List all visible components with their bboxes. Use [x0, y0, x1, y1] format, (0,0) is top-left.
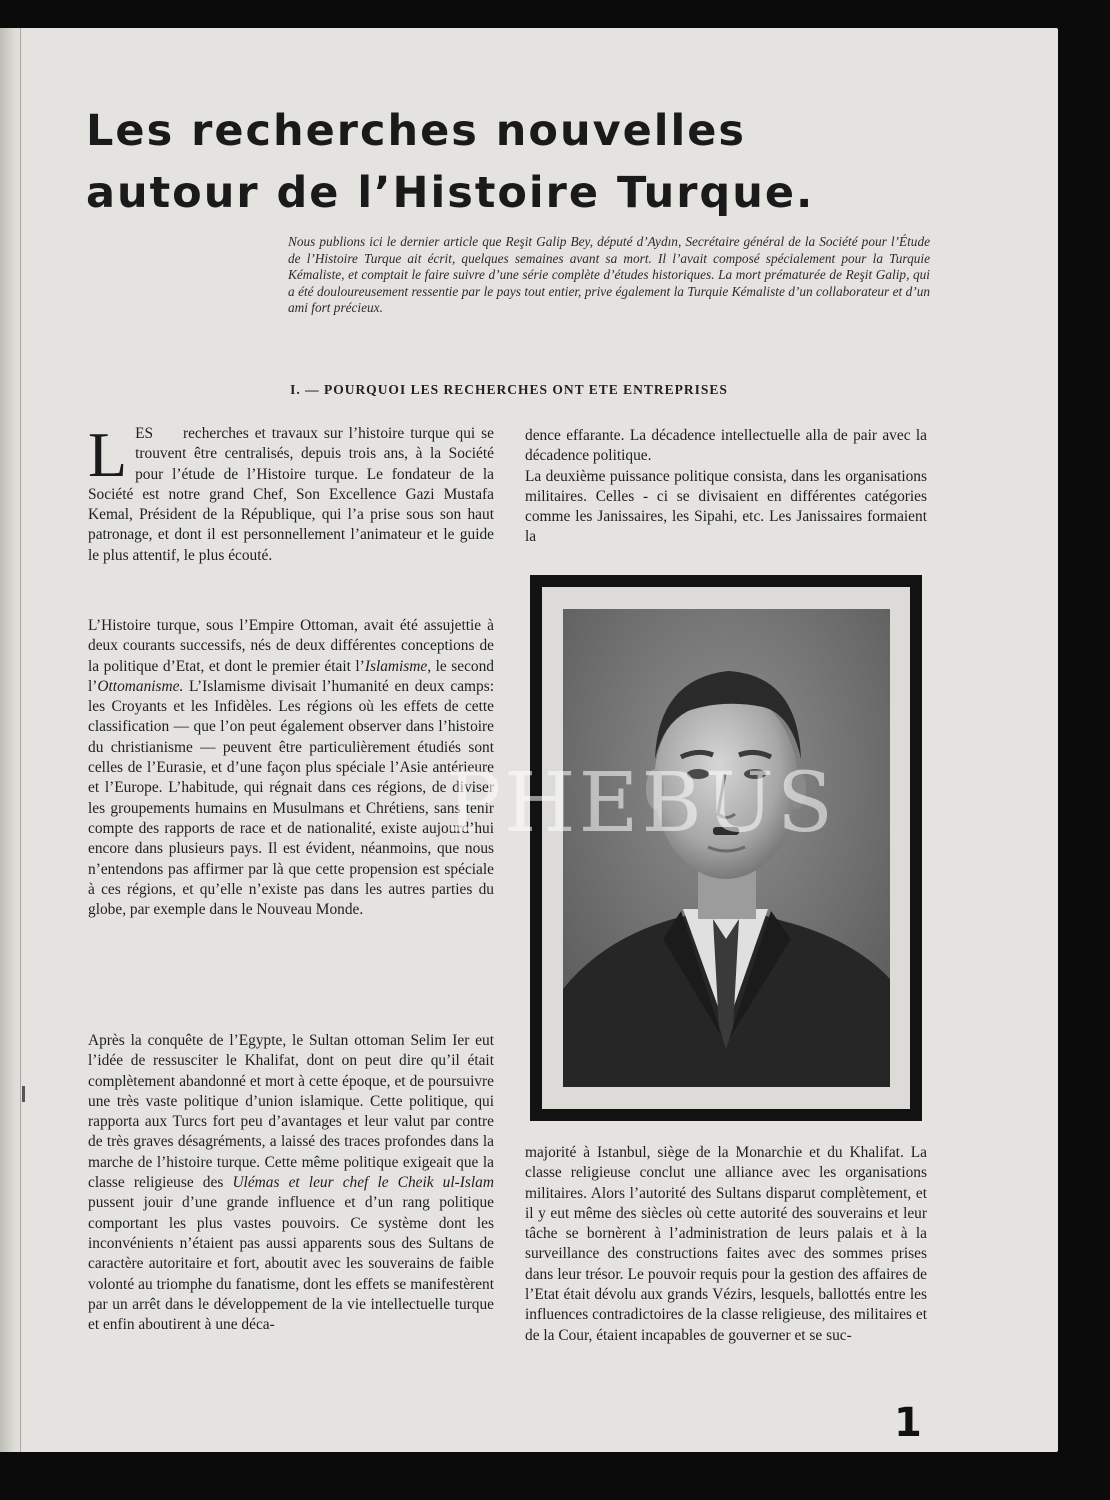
right-column-bottom — [525, 1143, 927, 1346]
right-paragraph-1: dence effarante. La décadence intellectuelle alla de pair avec la décadence politique. — [525, 427, 927, 465]
watermark-text: PHEBUS — [446, 756, 837, 851]
p2-emphasis-islamisme: Islamisme, — [364, 657, 432, 675]
p1-start: ES — [135, 425, 154, 442]
right-paragraph-3: majorité à Istanbul, siège de la Monarchie et du Khalifat. La classe religieuse conclut une alliance avec les organisations militaires. Alors l’autorité des Sultans disparut complètement, et il y eut même des siècles où cette autorité des souverains et leur tâche se bornèrent à l’administration de leurs palais et à la surveillance des constructions faites avec des sommes prises dans leur trésor. Le pouvoir requis pour la gestion des affaires de l’Etat était dévolu aux grands Vézirs, lesquels, ballottés entre les influences contradictoires de la classe religieuse, des militaires et de la Cour, étaient incapables de gouverner et se suc- — [525, 1144, 927, 1344]
p3-emphasis-ulemas: Ulémas et leur chef le Cheik ul-Islam — [232, 1174, 494, 1192]
portrait-photo — [563, 609, 890, 1087]
title-line-1: Les recherches nouvelles — [86, 106, 746, 156]
p2-text-c: L’Islamisme divisait l’humanité en deux camps: les Croyants et les Infidèles. Les régions où les effets de cette classification — que l’on peut également observer dans l’histoire du christianisme — peuvent être particulièrement étudiés sont celles de l’Eurasie, et d’une façon plus spéciale l’Asie antérieure et l’Europe. L’habitude, qui régnait dans ces régions, de diviser les groupements humains en Musulmans et Chrétiens, sans tenir compte des rapports de race et de nationalité, existe aujourd’hui encore dans plusieurs pays. Il est évident, néanmoins, que nous n’entendons pas affirmer par là que cette propension est spéciale à ces régions, et qu’elle n’existe pas dans les autres parties du globe, par exemple dans le Nouveau Monde. — [88, 677, 494, 919]
right-paragraph-2: La deuxième puissance politique consista, dans les organisations militaires. Celles - ci se divisaient en différentes catégories comme les Janissaires, les Sipahi, etc. Les Janissaires formaient la — [525, 467, 927, 546]
p3-text-a: Après la conquête de l’Egypte, le Sultan ottoman Selim Ier eut l’idée de ressusciter le Khalifat, dont on peut dire qu’il était complètement abandonné et mort à cette époque, et de poursuivre une très vaste politique d’union islamique. Cette politique, qui rapporta aux Turcs fort peu d’avantages et leur valut par contre de très graves désagréments, a laissé des traces profondes dans la marche de l’histoire turque. Cette même politique exigeait que la classe religieuse des — [88, 1032, 494, 1192]
left-column-paragraph-2 — [88, 616, 494, 920]
left-column-paragraph-1 — [88, 419, 494, 566]
page-number: 1 — [894, 1400, 922, 1446]
p1-rest: recherches et travaux sur l’histoire turque qui se trouvent être centralisés, depuis trois ans, à la Société pour l’étude de l’Histoire turque. Le fondateur de la Société est notre grand Chef, Son Excellence Gazi Mustafa Kemal, Président de la République, qui l’a prise sous son haut patronage, et dont il est personnellement l’animateur et le guide le plus attentif, le plus écouté. — [88, 425, 494, 564]
right-column-top — [525, 426, 927, 548]
p2-text-b: le second l’ — [88, 657, 494, 695]
p3-text-b: pussent jouir d’une grande influence et d’un rang politique comportant les plus vastes pouvoirs. Ce système dont les inconvénients n’étaient pas aussi apparents sous des Sultans de caractère autoritaire et fort, aboutit avec les souverains de faible volonté au triomphe du fanatisme, dont les effets se manifestèrent par un arrêt dans le développement de la vie intellectuelle turque et enfin aboutirent à une déca- — [88, 1194, 494, 1334]
portrait-mat — [542, 587, 910, 1109]
p2-emphasis-ottomanisme: Ottomanisme. — [97, 677, 184, 695]
magazine-page — [0, 28, 1058, 1452]
portrait-illustration — [563, 609, 890, 1087]
portrait-frame — [530, 575, 922, 1121]
p2-text-a: L’Histoire turque, sous l’Empire Ottoman, avait été assujettie à deux courants successifs, nés de deux différentes conceptions de la politique d’Etat, et dont le premier était l’ — [88, 617, 494, 675]
spine-fold-line — [20, 28, 21, 1452]
editor-intro: Nous publions ici le dernier article que Reşit Galip Bey, député d’Aydın, Secrétaire général de la Société pour l’Étude de l’Histoire Turque ait écrit, quelques semaines avant sa mort. Il l’avait composé spécialement pour la Turquie Kémaliste, et comptait le faire suivre d’une série complète d’études historiques. La mort prématurée de Reşit Galip, qui a été douloureusement ressentie par le pays tout entier, prive également la Turquie Kémaliste d’un collaborateur et d’un ami fort précieux. — [288, 234, 930, 316]
left-column-paragraph-3 — [88, 1031, 494, 1335]
article-title — [86, 100, 986, 224]
margin-mark — [22, 1086, 25, 1102]
title-line-2: autour de l’Histoire Turque. — [86, 168, 815, 218]
section-heading: I. — POURQUOI LES RECHERCHES ONT ETE ENTREPRISES — [290, 382, 728, 397]
drop-cap: L — [88, 419, 128, 490]
